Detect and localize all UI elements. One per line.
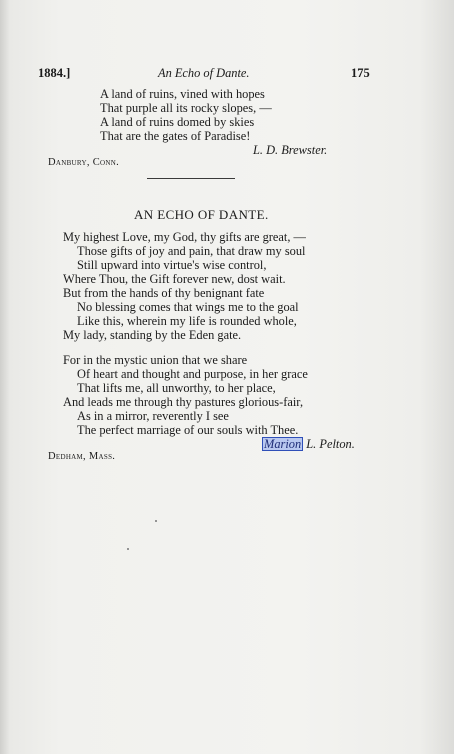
poem2-line: But from the hands of thy benignant fate xyxy=(63,286,265,300)
paper-speck xyxy=(155,520,157,522)
author-surname: L. Pelton. xyxy=(303,437,355,451)
poem1-line: That purple all its rocky slopes, — xyxy=(100,101,272,115)
poem1-line: A land of ruins, vined with hopes xyxy=(100,87,265,101)
poem2-line: The perfect marriage of our souls with Thee. xyxy=(77,423,299,437)
poem1-line: That are the gates of Paradise! xyxy=(100,129,251,143)
poem2-line: Where Thou, the Gift forever new, dost wait. xyxy=(63,272,286,286)
poem2-line: Those gifts of joy and pain, that draw my soul xyxy=(77,244,306,258)
poem2-line: No blessing comes that wings me to the goal xyxy=(77,300,299,314)
poem2-line: For in the mystic union that we share xyxy=(63,353,248,367)
author-highlight[interactable]: Marion xyxy=(264,437,302,451)
poem1-place: Danbury, Conn. xyxy=(48,157,119,168)
page-number: 175 xyxy=(351,66,370,80)
poem2-line: My highest Love, my God, thy gifts are great, — xyxy=(63,230,306,244)
poem2-line: And leads me through thy pastures glorious-fair, xyxy=(63,395,304,409)
poem1-line: A land of ruins domed by skies xyxy=(100,115,255,129)
poem2-place: Dedham, Mass. xyxy=(48,451,116,462)
poem-title: AN ECHO OF DANTE. xyxy=(134,207,269,222)
poem2-author xyxy=(262,437,355,451)
poem2-line: Like this, wherein my life is rounded whole, xyxy=(77,314,297,328)
poem1-author: L. D. Brewster. xyxy=(253,143,328,157)
header-year: 1884.] xyxy=(38,66,71,80)
running-title: An Echo of Dante. xyxy=(158,66,250,80)
poem2-line: Of heart and thought and purpose, in her grace xyxy=(77,367,308,381)
poem2-line: My lady, standing by the Eden gate. xyxy=(63,328,242,342)
paper-speck xyxy=(127,548,129,550)
poem2-line: Still upward into virtue's wise control, xyxy=(77,258,267,272)
poem2-line: As in a mirror, reverently I see xyxy=(77,409,229,423)
poem2-line: That lifts me, all unworthy, to her place, xyxy=(77,381,276,395)
section-divider xyxy=(147,178,235,179)
